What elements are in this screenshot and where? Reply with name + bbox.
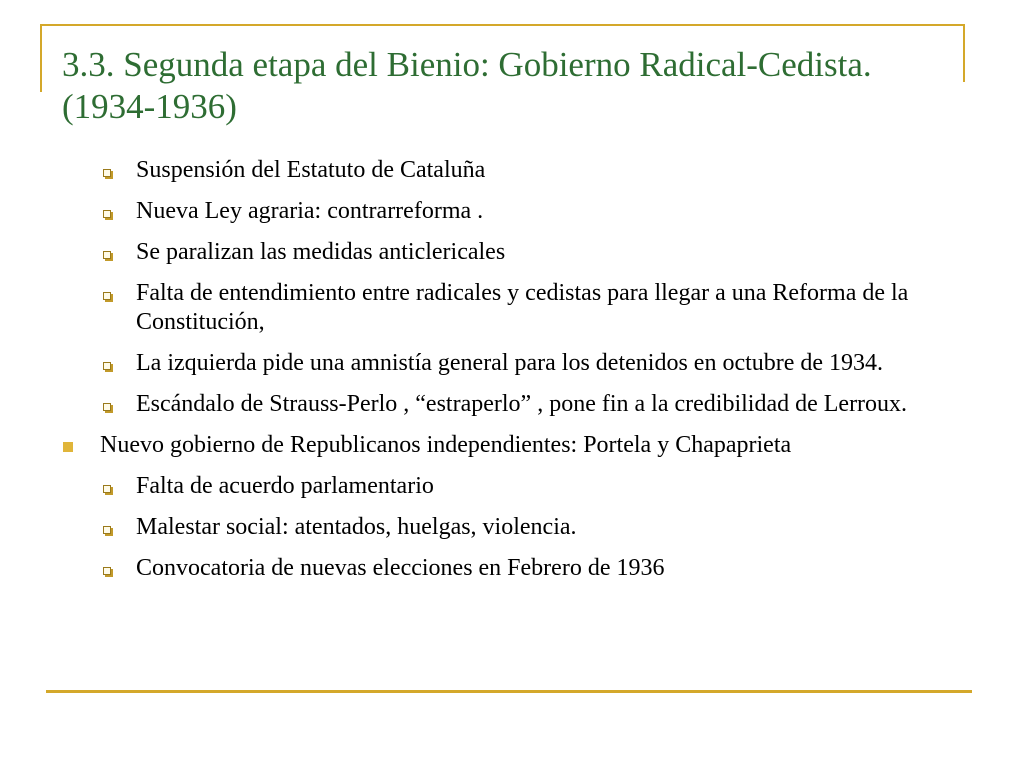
list-item [0, 513, 1024, 542]
list-item-text: La izquierda pide una amnistía general para los detenidos en octubre de 1934. [136, 350, 884, 376]
frame-bottom-rule [46, 690, 972, 693]
list-item-text: Falta de acuerdo parlamentario [136, 473, 434, 499]
hollow-square-bullet-icon [103, 292, 111, 300]
hollow-square-bullet-icon [103, 403, 111, 411]
list-item-text: Malestar social: atentados, huelgas, violencia. [136, 514, 577, 540]
list-item [0, 472, 1024, 501]
slide-title-line1: 3.3. Segunda etapa del Bienio: Gobierno Radical-Cedista. [62, 45, 872, 84]
hollow-square-bullet-icon [103, 485, 111, 493]
slide-body [0, 156, 1024, 595]
hollow-square-bullet-icon [103, 567, 111, 575]
list-item-main [0, 431, 1024, 460]
hollow-square-bullet-icon [103, 169, 111, 177]
list-item-text: Escándalo de Strauss-Perlo , “estraperlo” , pone fin a la credibilidad de Lerroux. [136, 391, 908, 417]
list-item-text: Nueva Ley agraria: contrarreforma . [136, 198, 484, 224]
hollow-square-bullet-icon [103, 526, 111, 534]
list-item [0, 390, 1024, 419]
list-item-text: Nuevo gobierno de Republicanos independientes: Portela y Chapaprieta [100, 432, 792, 458]
list-item-text: Falta de entendimiento entre radicales y cedistas para llegar a una Reforma de la Constitución, [136, 280, 909, 335]
list-item [0, 197, 1024, 226]
hollow-square-bullet-icon [103, 251, 111, 259]
slide-title [62, 44, 962, 128]
list-item [0, 156, 1024, 185]
slide-title-line2: (1934-1936) [62, 87, 237, 126]
list-item [0, 279, 1024, 337]
solid-square-bullet-icon [63, 442, 73, 452]
frame-top-rule [40, 24, 965, 26]
list-item-text: Convocatoria de nuevas elecciones en Febrero de 1936 [136, 555, 665, 581]
frame-left-rule [40, 24, 42, 92]
frame-right-rule [963, 24, 965, 82]
list-item [0, 349, 1024, 378]
list-item-text: Suspensión del Estatuto de Cataluña [136, 157, 486, 183]
list-item [0, 238, 1024, 267]
list-item [0, 554, 1024, 583]
list-item-text: Se paralizan las medidas anticlericales [136, 239, 506, 265]
hollow-square-bullet-icon [103, 362, 111, 370]
hollow-square-bullet-icon [103, 210, 111, 218]
